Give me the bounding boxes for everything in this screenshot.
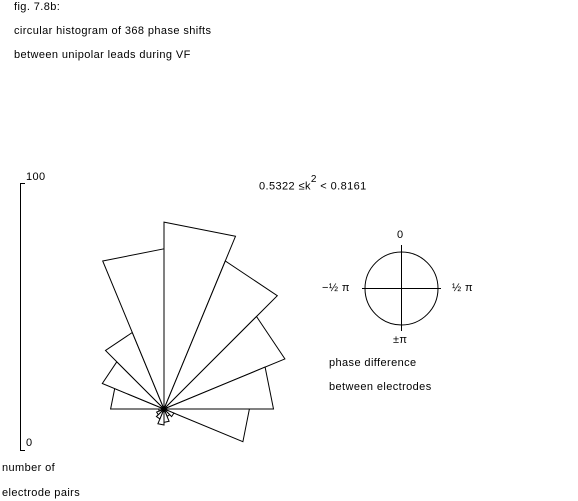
scale-caption-line-2: electrode pairs (2, 487, 81, 499)
condition-lt-sign: < (320, 180, 328, 193)
figure-label: fig. 7.8b: (14, 1, 61, 13)
condition-variable: k (304, 180, 311, 193)
figure-title-line-2: between unipolar leads during VF (14, 49, 191, 61)
condition-exponent: 2 (310, 174, 317, 185)
scale-max-label: 100 (26, 171, 46, 183)
figure-title-line-1: circular histogram of 368 phase shifts (14, 25, 212, 37)
reference-compass (362, 245, 441, 331)
reference-caption-line-1: phase difference (329, 357, 417, 369)
condition-upper-bound: 0.8161 (330, 180, 367, 193)
rose-sector-12 (164, 409, 249, 442)
reference-caption-line-2: between electrodes (329, 381, 432, 393)
reference-label-right: ½ π (452, 282, 474, 294)
scale-min-label: 0 (26, 437, 33, 449)
condition-lower-bound: 0.5322 (259, 180, 296, 193)
rose-center (163, 408, 166, 411)
scale-caption-line-1: number of (2, 462, 56, 474)
reference-label-top: 0 (397, 229, 404, 241)
rose-histogram (102, 222, 285, 442)
scale-bar (21, 183, 26, 451)
reference-label-left: −½ π (322, 282, 350, 294)
reference-label-bottom: ±π (393, 334, 408, 346)
condition-leq-sign: ≤ (298, 180, 305, 193)
